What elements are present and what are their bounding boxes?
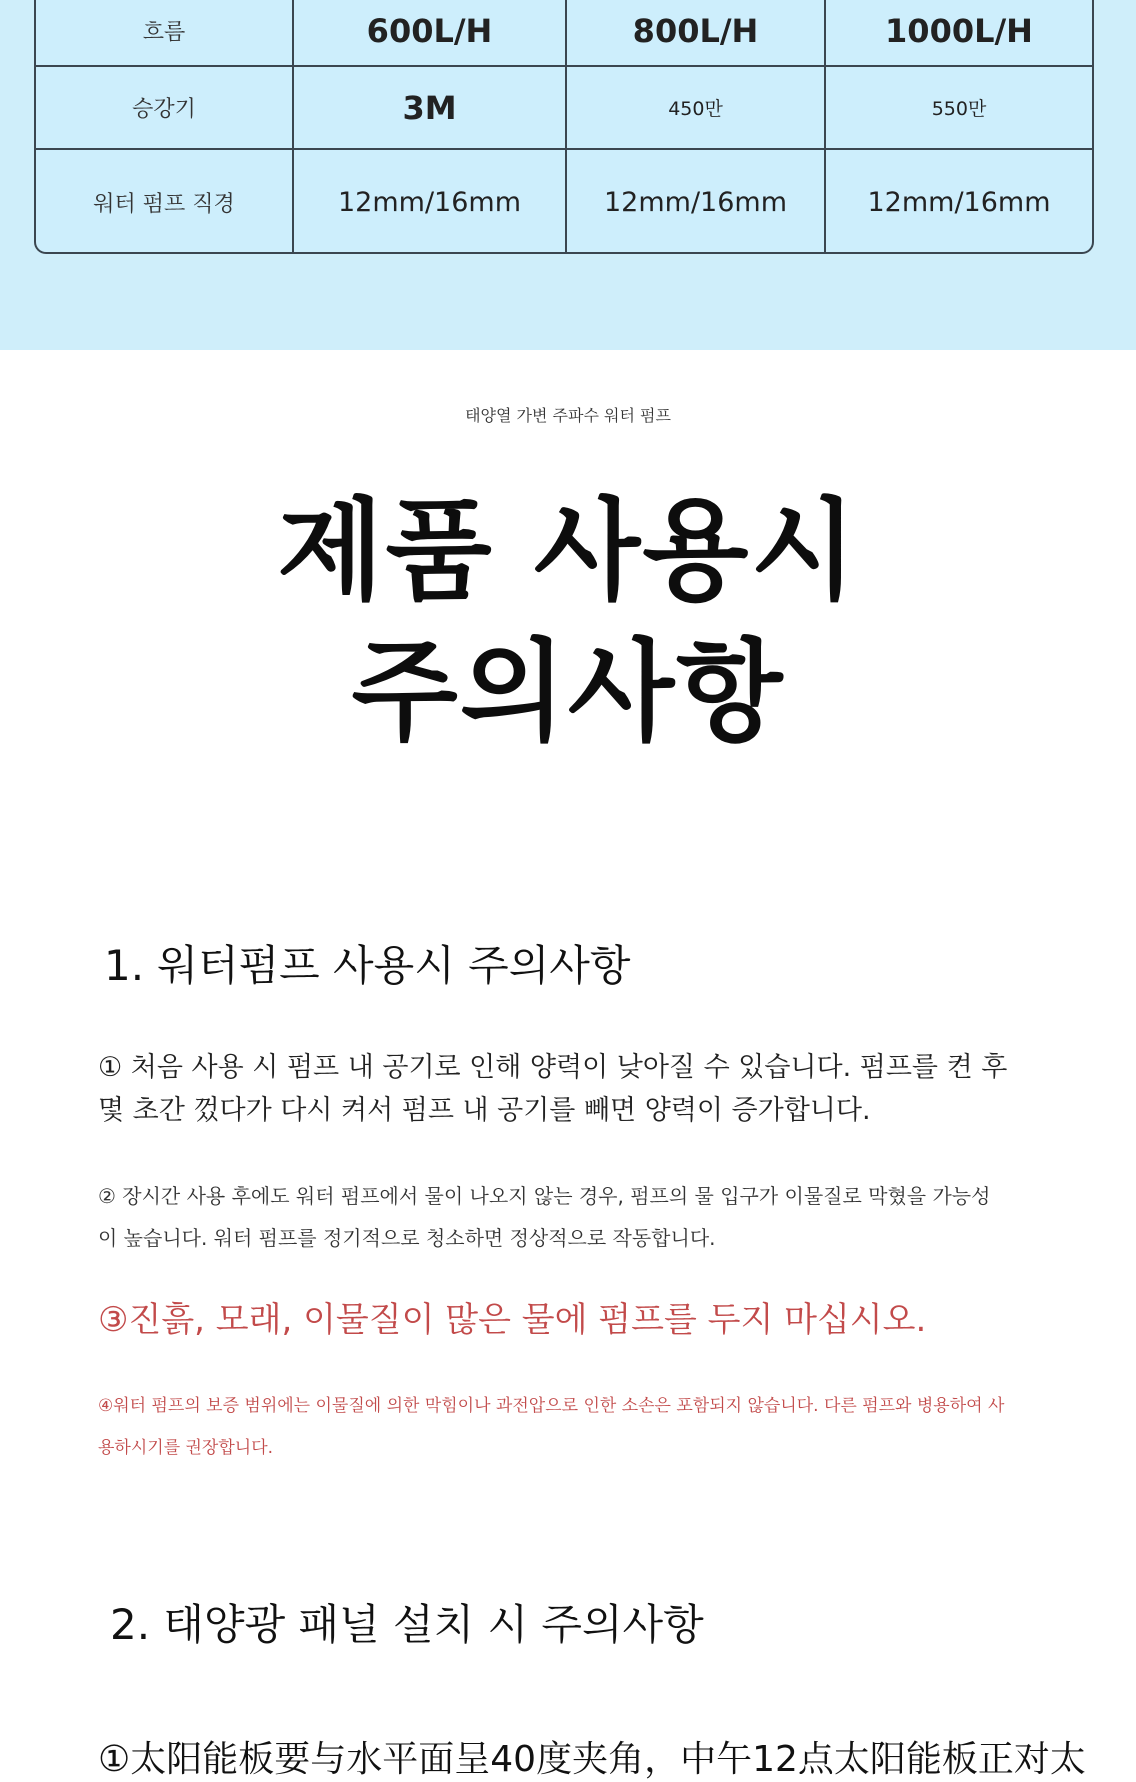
table-cell: 800L/H [632,11,759,50]
row-label-lift: 승강기 [132,97,196,122]
table-cell: 450만 [668,98,723,120]
row-label-diameter: 워터 펌프 직경 [93,191,235,217]
table-cell: 3M [402,88,457,127]
spec-table [34,0,1094,254]
caution-item-3-warning: ③진흙, 모래, 이물질이 많은 물에 펌프를 두지 마십시오. [98,1300,927,1340]
page-title-line1: 제품 사용시 [277,487,859,615]
row-label-flow: 흐름 [142,20,186,45]
table-row [36,0,1092,67]
table-cell: 1000L/H [885,11,1033,50]
product-kicker: 태양열 가변 주파수 워터 펌프 [465,406,671,425]
table-cell: 12mm/16mm [337,186,521,218]
caution-item-1: ① 처음 사용 시 펌프 내 공기로 인해 양력이 낮아질 수 있습니다. 펌프를 켠 후 몇 초간 껐다가 다시 켜서 펌프 내 공기를 빼면 양력이 증가합니다. [98,1052,1008,1126]
page-title-line2: 주의사항 [351,628,785,756]
section-title-pump: 1. 워터펌프 사용시 주의사항 [104,941,631,990]
caution-item-2: ② 장시간 사용 후에도 워터 펌프에서 물이 나오지 않는 경우, 펌프의 물 입구가 이물질로 막혔을 가능성이 높습니다. 워터 펌프를 정기적으로 청소하면 정상적으로 작동합니다. [98,1184,991,1250]
table-row [36,150,1092,254]
table-cell: 550만 [931,98,987,120]
table-row [36,67,1092,150]
table-cell: 12mm/16mm [603,186,787,218]
caution-item-4-warning: ④워터 펌프의 보증 범위에는 이물질에 의한 막힘이나 과전압으로 인한 소손은 포함되지 않습니다. 다른 펌프와 병용하여 사용하시기를 권장합니다. [98,1396,1005,1458]
solar-item-1: ①太阳能板要与水平面呈40度夹角，中午12点太阳能板正对太 [98,1739,1086,1780]
table-cell: 12mm/16mm [867,186,1051,218]
table-cell: 600L/H [366,11,493,50]
section-title-solar-panel: 2. 태양광 패널 설치 시 주의사항 [110,1600,704,1649]
